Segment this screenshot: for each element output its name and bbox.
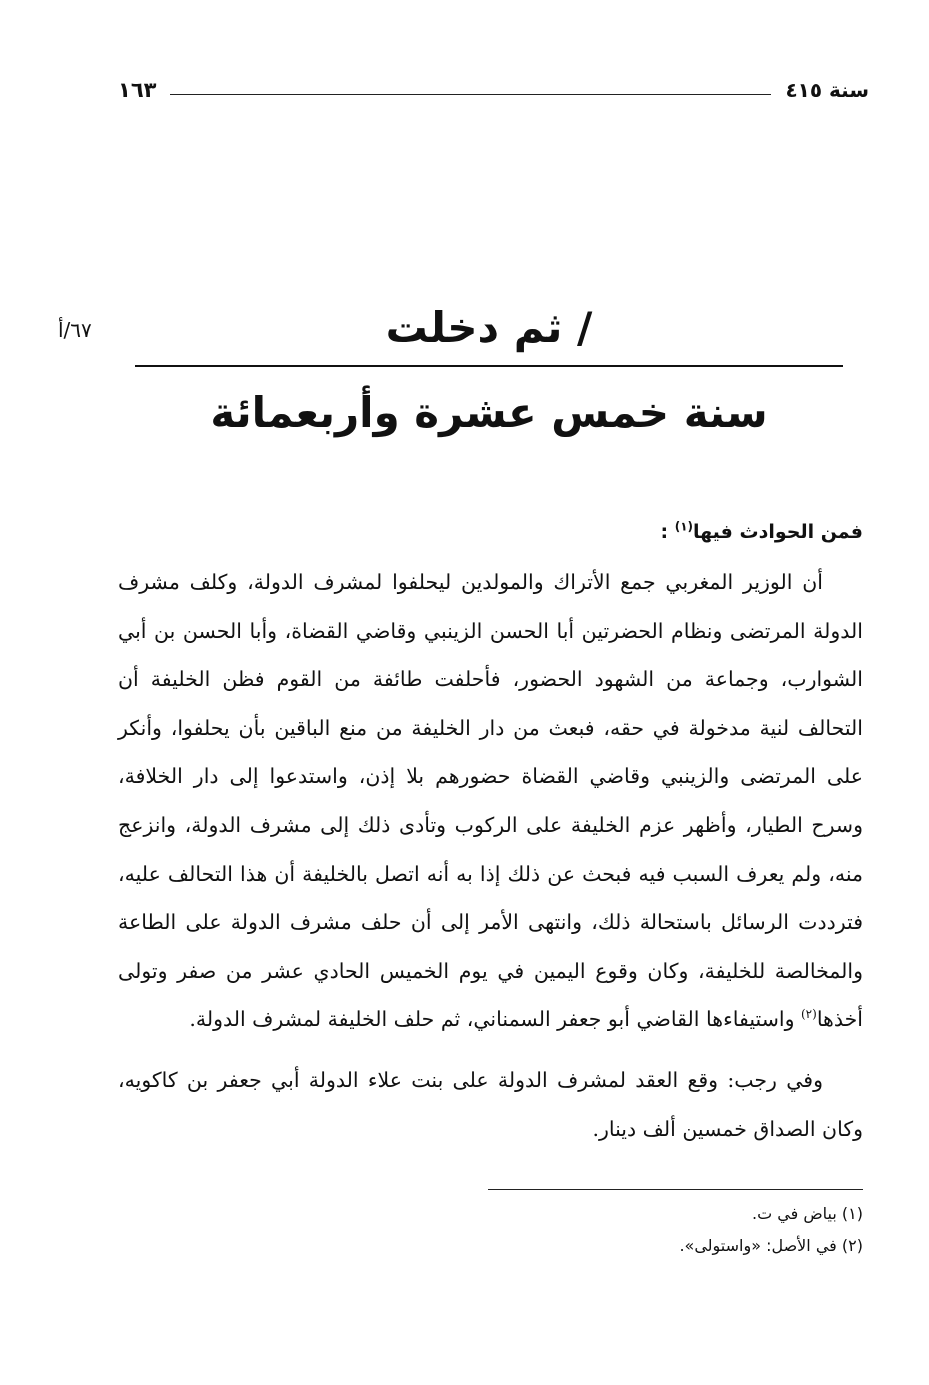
section-subhead bbox=[118, 512, 863, 552]
paragraph-2: وفي رجب: وقع العقد لمشرف الدولة على بنت علاء الدولة أبي جعفر بن كاكويه، وكان الصداق خمسين ألف دينار. bbox=[118, 1067, 863, 1141]
footnote-2: (٢) في الأصل: «واستولى». bbox=[679, 1236, 863, 1255]
body-text bbox=[118, 512, 863, 1153]
title-line-1-wrap bbox=[135, 300, 843, 356]
footnote-rule bbox=[488, 1189, 863, 1190]
title-line-1: / ثم دخلت bbox=[385, 303, 593, 352]
subhead-colon: : bbox=[660, 521, 669, 543]
subhead-text: فمن الحوادث فيها bbox=[693, 521, 863, 543]
footnote-ref-2: (٢) bbox=[800, 1007, 817, 1022]
paragraph-1 bbox=[118, 558, 863, 1044]
footnote-1: (١) بياض في ت. bbox=[752, 1204, 863, 1223]
title-line-2: سنة خمس عشرة وأربعمائة bbox=[210, 388, 768, 437]
paragraph-1-text-b: واستيفاءها القاضي أبو جعفر السمناني، ثم حلف الخليفة لمشرف الدولة. bbox=[189, 1007, 801, 1032]
header-year-label: سنة ٤١٥ bbox=[785, 78, 869, 102]
header-rule bbox=[170, 94, 771, 95]
footnote-ref-1: (١) bbox=[674, 519, 693, 534]
title-rule bbox=[135, 365, 843, 367]
footnotes bbox=[300, 1198, 863, 1262]
running-header bbox=[118, 74, 869, 106]
paragraph-1-text-a: أن الوزير المغربي جمع الأتراك والمولدين ليحلفوا لمشرف الدولة، وكلف مشرف الدولة المرتضى ونظام الحضرتين أبا الحسن الزينبي وقاضي القضاة، وأبا الحسن بن أبي الشوارب، وجماعة من الشهود الحضور، فأحلفت طائفة من القوم فظن الخليفة أن التحالف لنية مدخولة في حقه، فبعث من دار الخليفة من منع الباقين بأن يحلفوا، وأنكر على المرتضى والزينبي وقاضي القضاة حضورهم بلا إذن، واستدعوا إلى دار الخلافة، وسرح الطيار، وأظهر عزم الخليفة على الركوب وتأدى ذلك إلى مشرف الدولة، وانزعج منه، ولم يعرف السبب فيه فبحث عن ذلك إذا به أنه اتصل بالخليفة أن هذا التحالف عليه، فترددت الرسائل باستحالة ذلك، وانتهى الأمر إلى أن حلف مشرف الدولة على الطاعة والمخالصة للخليفة، وكان وقوع اليمين في يوم الخميس الحادي عشر من صفر وتولى أخذها bbox=[118, 570, 863, 1032]
page-number: ١٦٣ bbox=[118, 78, 157, 102]
manuscript-folio-mark: ٦٧/أ bbox=[58, 318, 92, 342]
